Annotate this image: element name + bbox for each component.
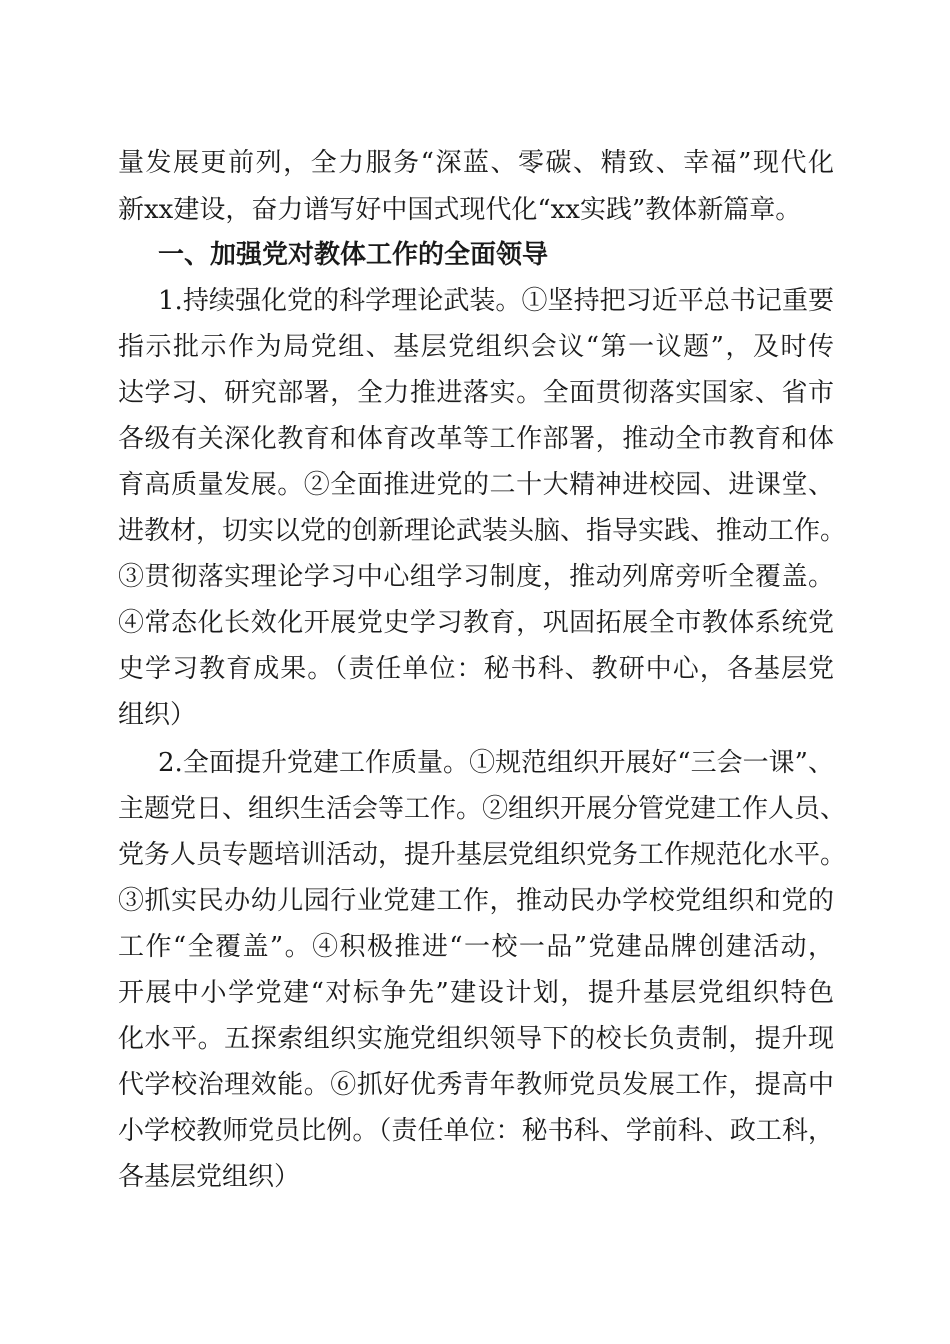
item2-line-2: 主题党日、组织生活会等工作。②组织开展分管党建工作人员、 bbox=[118, 794, 847, 824]
intro-line-2: 新xx建设，奋力谱写好中国式现代化“xx实践”教体新篇章。 bbox=[118, 195, 802, 225]
item1-line-6: 进教材，切实以党的创新理论武装头脑、指导实践、推动工作。 bbox=[118, 516, 847, 546]
item2-line-4: ③抓实民办幼儿园行业党建工作，推动民办学校党组织和党的 bbox=[118, 886, 834, 916]
item1-line-9: 史学习教育成果。（责任单位：秘书科、教研中心，各基层党 bbox=[118, 654, 834, 684]
item1-line-2: 指示批示作为局党组、基层党组织会议“第一议题”，及时传 bbox=[118, 332, 834, 362]
item1-line-4: 各级有关深化教育和体育改革等工作部署，推动全市教育和体 bbox=[118, 424, 834, 454]
item2-line-9: 小学校教师党员比例。（责任单位：秘书科、学前科、政工科， bbox=[118, 1116, 834, 1146]
item2-line-10: 各基层党组织） bbox=[118, 1162, 301, 1192]
intro-line-1: 量发展更前列，全力服务“深蓝、零碳、精致、幸福”现代化 bbox=[118, 148, 834, 178]
item2-line-6: 开展中小学党建“对标争先”建设计划，提升基层党组织特色 bbox=[118, 978, 834, 1008]
item1-line-1: 1.持续强化党的科学理论武装。①坚持把习近平总书记重要 bbox=[158, 286, 834, 316]
item1-line-8: ④常态化长效化开展党史学习教育，巩固拓展全市教体系统党 bbox=[118, 608, 834, 638]
item1-line-10: 组织） bbox=[118, 700, 197, 730]
item1-line-7: ③贯彻落实理论学习中心组学习制度，推动列席旁听全覆盖。 bbox=[118, 562, 834, 592]
section-heading: 一、加强党对教体工作的全面领导 bbox=[158, 240, 549, 270]
item2-line-8: 代学校治理效能。⑥抓好优秀青年教师党员发展工作，提高中 bbox=[118, 1070, 834, 1100]
item2-line-7: 化水平。五探索组织实施党组织领导下的校长负责制，提升现 bbox=[118, 1024, 834, 1054]
item1-line-3: 达学习、研究部署，全力推进落实。全面贯彻落实国家、省市 bbox=[118, 378, 834, 408]
item2-line-3: 党务人员专题培训活动，提升基层党组织党务工作规范化水平。 bbox=[118, 840, 847, 870]
item1-line-5: 育高质量发展。②全面推进党的二十大精神进校园、进课堂、 bbox=[118, 470, 834, 500]
item2-line-5: 工作“全覆盖”。④积极推进“一校一品”党建品牌创建活动， bbox=[118, 932, 834, 962]
item2-line-1: 2.全面提升党建工作质量。①规范组织开展好“三会一课”、 bbox=[158, 748, 834, 778]
